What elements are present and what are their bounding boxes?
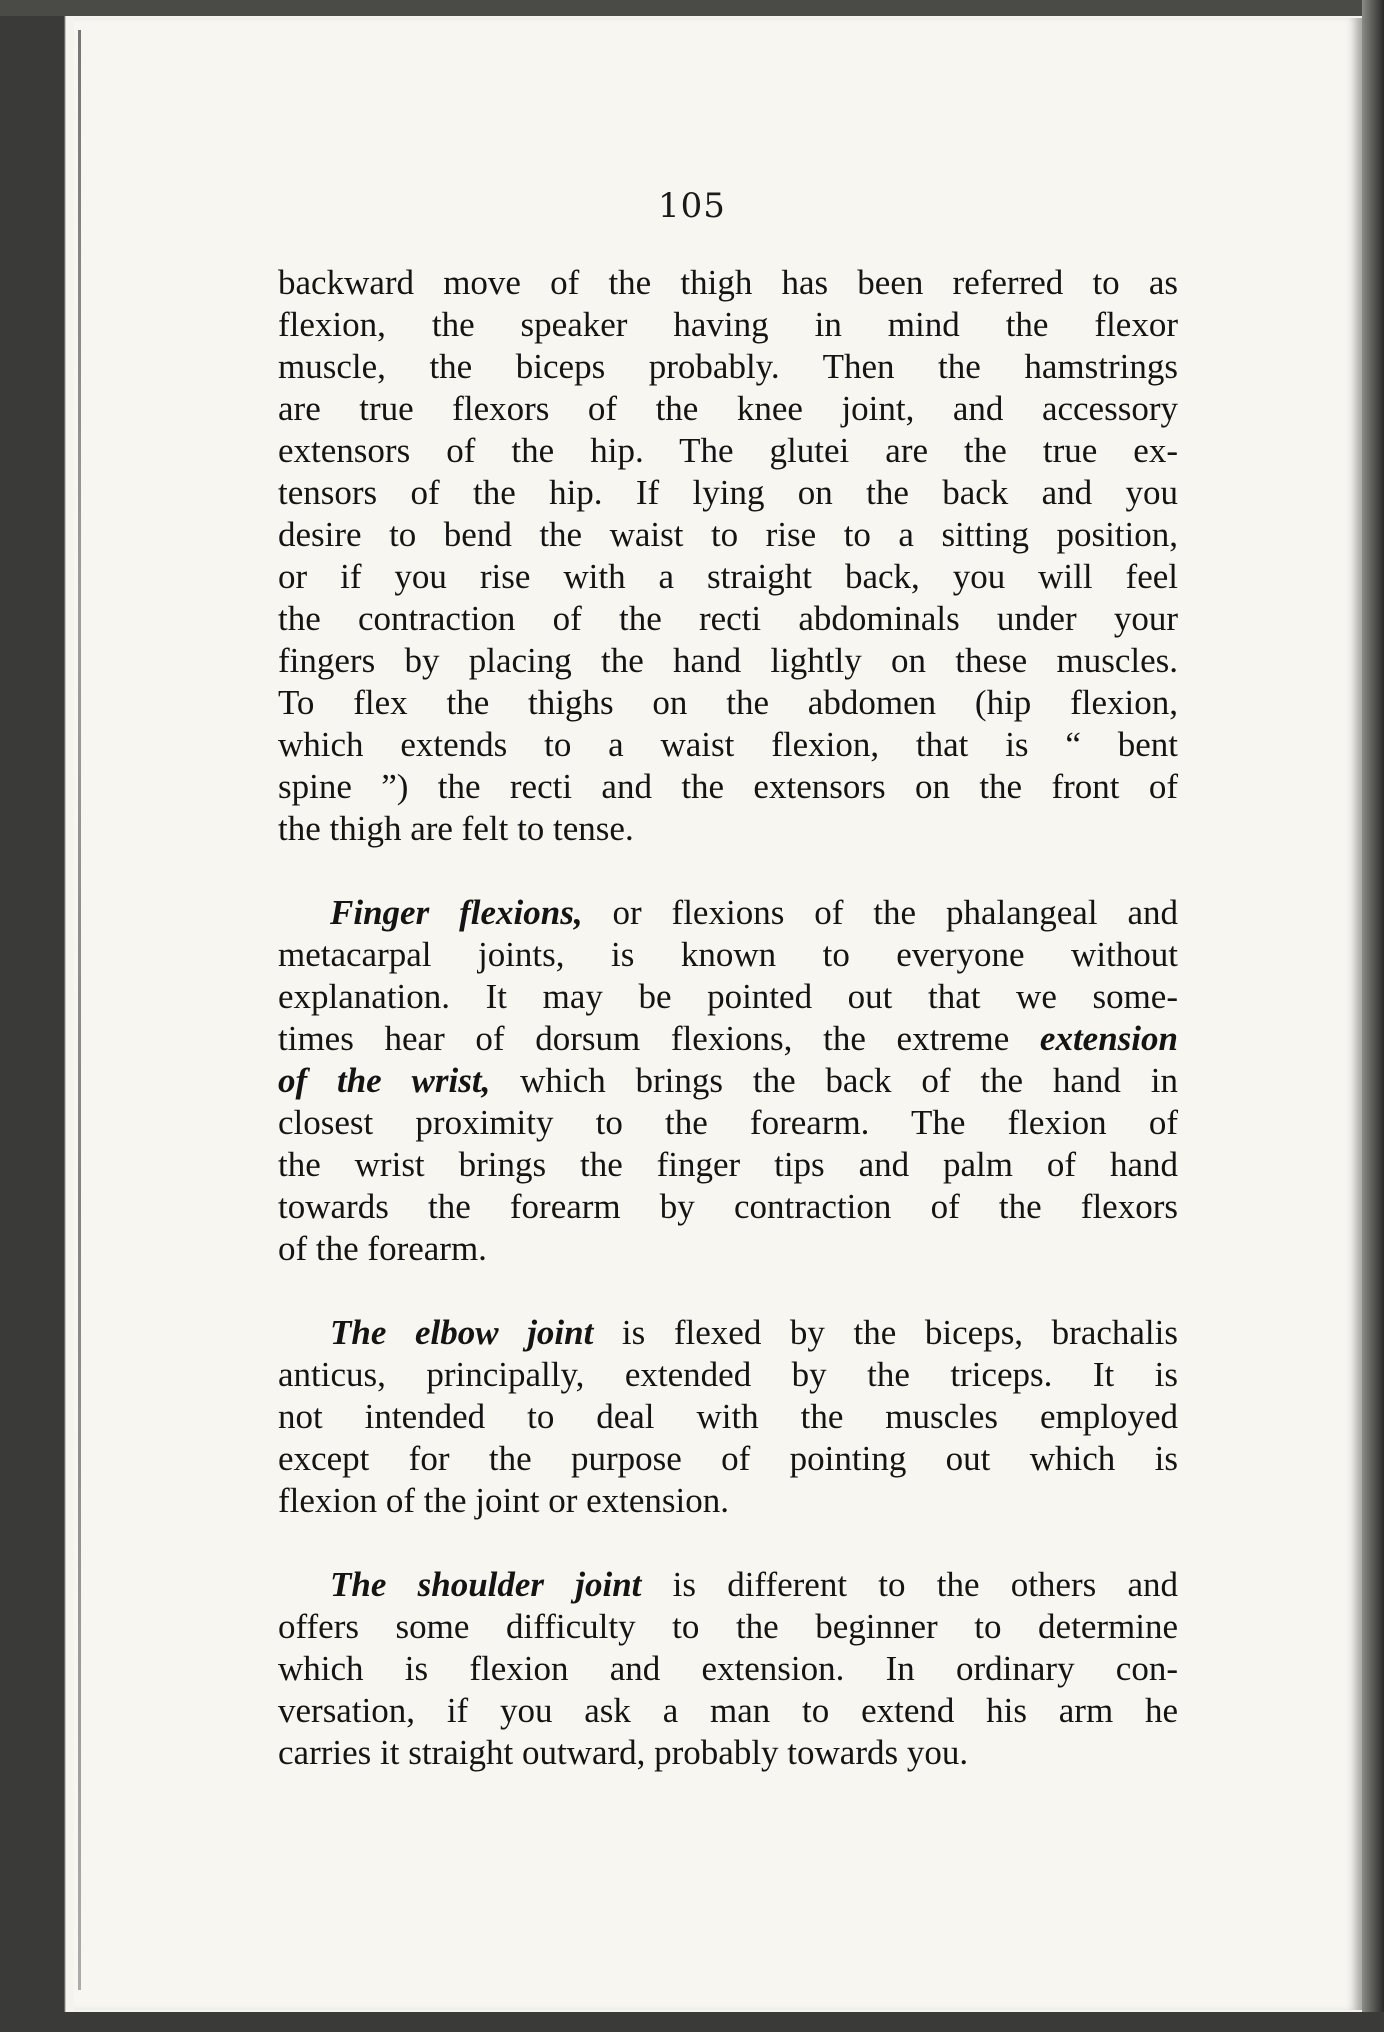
text-line: backward move of the thigh has been referred to as bbox=[278, 263, 1178, 302]
text-line: flexion, the speaker having in mind the flexor bbox=[278, 305, 1178, 344]
text-line: offers some difficulty to the beginner to determine bbox=[278, 1607, 1178, 1646]
text-line bbox=[278, 1312, 1178, 1354]
text-line bbox=[278, 892, 1178, 934]
scan-top-edge bbox=[0, 0, 1384, 16]
text-line: the contraction of the recti abdominals under your bbox=[278, 599, 1178, 638]
scan-right-edge bbox=[1362, 0, 1384, 2032]
text-run: is different to the others and bbox=[641, 1565, 1179, 1604]
paragraph-elbow-joint bbox=[278, 1312, 1178, 1522]
italic-lead: The elbow joint bbox=[330, 1313, 594, 1352]
text-run: is flexed by the biceps, brachalis bbox=[593, 1313, 1178, 1352]
text-line: extensors of the hip. The glutei are the true ex- bbox=[278, 431, 1178, 470]
text-line: which is flexion and extension. In ordinary con- bbox=[278, 1649, 1178, 1688]
text-line: the wrist brings the finger tips and palm of hand bbox=[278, 1145, 1178, 1184]
text-line: which extends to a waist flexion, that is “ bent bbox=[278, 725, 1178, 764]
text-line: towards the forearm by contraction of the flexors bbox=[278, 1187, 1178, 1226]
text-line: are true flexors of the knee joint, and accessory bbox=[278, 389, 1178, 428]
text-line: of the forearm. bbox=[278, 1229, 487, 1268]
gutter-fold-line bbox=[78, 30, 81, 1990]
text-line: or if you rise with a straight back, you will feel bbox=[278, 557, 1178, 596]
text-line: versation, if you ask a man to extend his arm he bbox=[278, 1691, 1178, 1730]
page-number: 105 bbox=[658, 186, 726, 226]
text-line: To flex the thighs on the abdomen (hip flexion, bbox=[278, 683, 1178, 722]
italic-lead: The shoulder joint bbox=[330, 1565, 642, 1604]
text-line: fingers by placing the hand lightly on these muscles. bbox=[278, 641, 1178, 680]
text-run: times hear of dorsum flexions, the extreme bbox=[278, 1019, 1040, 1058]
text-line: the thigh are felt to tense. bbox=[278, 809, 634, 848]
text-line bbox=[278, 1018, 1178, 1060]
italic-phrase: of the wrist, bbox=[278, 1061, 491, 1100]
scan-bottom-edge bbox=[0, 2012, 1384, 2032]
italic-lead: Finger flexions, bbox=[330, 893, 583, 932]
text-line: except for the purpose of pointing out which is bbox=[278, 1439, 1178, 1478]
text-line: explanation. It may be pointed out that we some- bbox=[278, 977, 1178, 1016]
text-line bbox=[278, 1060, 1178, 1102]
paragraph-finger-flexions bbox=[278, 892, 1178, 1270]
text-line: anticus, principally, extended by the triceps. It is bbox=[278, 1355, 1178, 1394]
text-line: carries it straight outward, probably towards you. bbox=[278, 1733, 969, 1772]
text-line: flexion of the joint or extension. bbox=[278, 1481, 730, 1520]
text-line: not intended to deal with the muscles employed bbox=[278, 1397, 1178, 1436]
text-line: muscle, the biceps probably. Then the hamstrings bbox=[278, 347, 1178, 386]
text-line: desire to bend the waist to rise to a sitting position, bbox=[278, 515, 1178, 554]
text-line: tensors of the hip. If lying on the back and you bbox=[278, 473, 1178, 512]
italic-phrase: extension bbox=[1039, 1019, 1178, 1058]
paragraph-1 bbox=[278, 262, 1178, 850]
text-line: metacarpal joints, is known to everyone without bbox=[278, 935, 1178, 974]
text-line: spine ”) the recti and the extensors on the front of bbox=[278, 767, 1178, 806]
text-line: closest proximity to the forearm. The flexion of bbox=[278, 1103, 1178, 1142]
text-run: or flexions of the phalangeal and bbox=[582, 893, 1178, 932]
text-line bbox=[278, 1564, 1178, 1606]
body-text bbox=[278, 262, 1178, 1816]
text-run: which brings the back of the hand in bbox=[490, 1061, 1178, 1100]
paragraph-shoulder-joint bbox=[278, 1564, 1178, 1774]
